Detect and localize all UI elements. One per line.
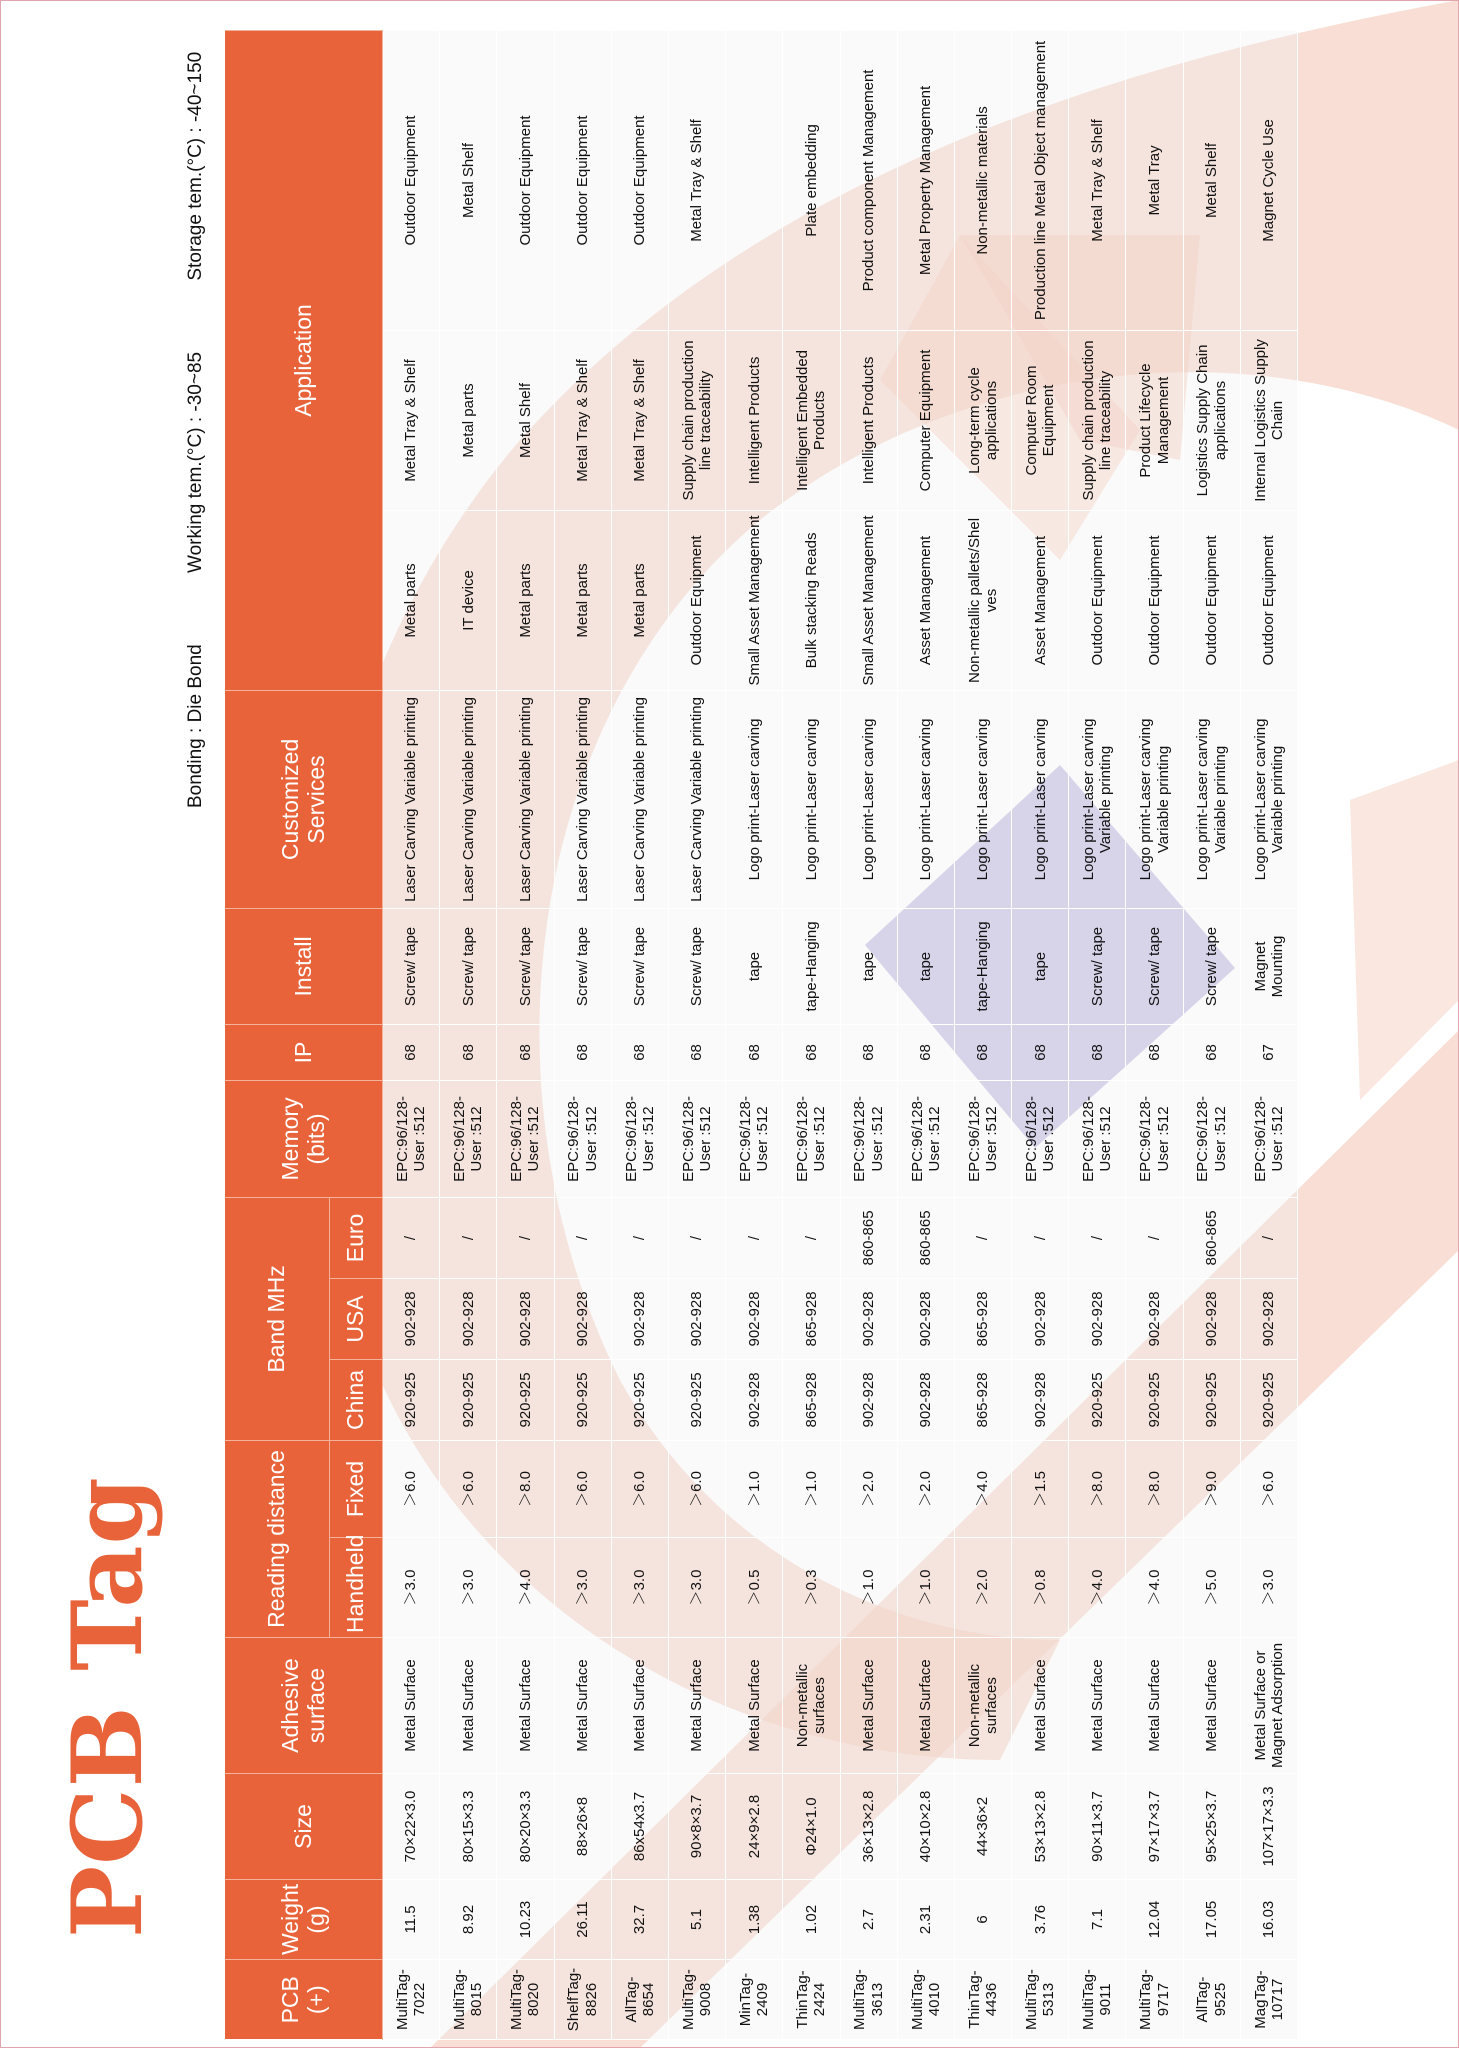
cell-ip: 68 — [497, 1024, 554, 1080]
cell-size: 53×13×2.8 — [1012, 1774, 1069, 1880]
cell-weight: 7.1 — [1069, 1880, 1126, 1960]
cell-handheld: ＞3.0 — [611, 1538, 668, 1638]
cell-memory: EPC:96/128-User :512 — [897, 1080, 954, 1197]
cell-usa: 902-928 — [1126, 1278, 1183, 1359]
cell-china: 902-928 — [726, 1359, 783, 1440]
cell-china: 902-928 — [840, 1359, 897, 1440]
cell-fixed: ＞8.0 — [1126, 1440, 1183, 1537]
cell-adhesive: Metal Surface or Magnet Adsorption — [1240, 1638, 1297, 1774]
cell-china: 902-928 — [897, 1359, 954, 1440]
cell-app3: Metal Tray & Shelf — [1069, 30, 1126, 330]
cell-memory: EPC:96/128-User :512 — [668, 1080, 725, 1197]
cell-handheld: ＞1.0 — [840, 1538, 897, 1638]
cell-install: Screw/ tape — [611, 908, 668, 1024]
cell-china: 920-925 — [497, 1359, 554, 1440]
cell-customized: Laser Carving Variable printing — [554, 690, 611, 908]
cell-app1: Asset Management — [897, 510, 954, 690]
cell-fixed: ＞9.0 — [1183, 1440, 1240, 1537]
table-row — [440, 30, 497, 2039]
cell-app2: Computer Equipment — [897, 330, 954, 510]
cell-ip: 68 — [1012, 1024, 1069, 1080]
cell-adhesive: Metal Surface — [440, 1638, 497, 1774]
header-china: China — [330, 1359, 383, 1440]
cell-memory: EPC:96/128-User :512 — [840, 1080, 897, 1197]
cell-app1: Outdoor Equipment — [1240, 510, 1297, 690]
cell-euro: / — [954, 1197, 1011, 1278]
cell-memory: EPC:96/128-User :512 — [1240, 1080, 1297, 1197]
cell-app1: Asset Management — [1012, 510, 1069, 690]
table-row — [611, 30, 668, 2039]
cell-app1: Metal parts — [554, 510, 611, 690]
cell-usa: 902-928 — [1069, 1278, 1126, 1359]
cell-app1: IT device — [440, 510, 497, 690]
cell-pcb: MinTag-2409 — [726, 1960, 783, 2040]
cell-weight: 32.7 — [611, 1880, 668, 1960]
cell-pcb: MultiTag-4010 — [897, 1960, 954, 2040]
header-handheld: Handheld — [330, 1538, 383, 1638]
cell-adhesive: Metal Surface — [668, 1638, 725, 1774]
cell-memory: EPC:96/128-User :512 — [497, 1080, 554, 1197]
cell-weight: 3.76 — [1012, 1880, 1069, 1960]
cell-euro: / — [783, 1197, 840, 1278]
cell-memory: EPC:96/128-User :512 — [554, 1080, 611, 1197]
cell-handheld: ＞3.0 — [440, 1538, 497, 1638]
cell-euro: / — [611, 1197, 668, 1278]
cell-app3: Outdoor Equipment — [611, 30, 668, 330]
cell-fixed: ＞6.0 — [440, 1440, 497, 1537]
cell-app2: Computer Room Equipment — [1012, 330, 1069, 510]
cell-china: 865-928 — [954, 1359, 1011, 1440]
cell-app3: Metal Tray & Shelf — [668, 30, 725, 330]
cell-fixed: ＞1.0 — [726, 1440, 783, 1537]
cell-weight: 2.31 — [897, 1880, 954, 1960]
cell-weight: 26.11 — [554, 1880, 611, 1960]
cell-app2: Metal parts — [440, 330, 497, 510]
cell-handheld: ＞4.0 — [1126, 1538, 1183, 1638]
cell-customized: Logo print-Laser carving Variable printing — [1069, 690, 1126, 908]
cell-usa: 902-928 — [1012, 1278, 1069, 1359]
cell-customized: Logo print-Laser carving — [1012, 690, 1069, 908]
cell-install: Screw/ tape — [1183, 908, 1240, 1024]
cell-app1: Outdoor Equipment — [1069, 510, 1126, 690]
cell-handheld: ＞3.0 — [1240, 1538, 1297, 1638]
cell-ip: 68 — [611, 1024, 668, 1080]
cell-weight: 12.04 — [1126, 1880, 1183, 1960]
cell-size: 80×20×3.3 — [497, 1774, 554, 1880]
cell-usa: 902-928 — [897, 1278, 954, 1359]
cell-china: 920-925 — [554, 1359, 611, 1440]
header-usa: USA — [330, 1278, 383, 1359]
cell-handheld: ＞5.0 — [1183, 1538, 1240, 1638]
table-row — [1069, 30, 1126, 2039]
cell-fixed: ＞2.0 — [840, 1440, 897, 1537]
cell-handheld: ＞4.0 — [497, 1538, 554, 1638]
cell-fixed: ＞2.0 — [897, 1440, 954, 1537]
cell-app2: Long-term cycle applications — [954, 330, 1011, 510]
cell-pcb: ThinTag-2424 — [783, 1960, 840, 2040]
cell-euro: / — [1012, 1197, 1069, 1278]
cell-weight: 2.7 — [840, 1880, 897, 1960]
cell-weight: 17.05 — [1183, 1880, 1240, 1960]
cell-customized: Logo print-Laser carving — [726, 690, 783, 908]
table-row — [383, 30, 440, 2039]
cell-app1: Non-metallic pallets/Shel ves — [954, 510, 1011, 690]
cell-ip: 68 — [1183, 1024, 1240, 1080]
cell-ip: 68 — [383, 1024, 440, 1080]
cell-install: Screw/ tape — [440, 908, 497, 1024]
cell-app2: Metal Tray & Shelf — [611, 330, 668, 510]
cell-app3: Outdoor Equipment — [554, 30, 611, 330]
cell-usa: 902-928 — [840, 1278, 897, 1359]
cell-euro: / — [668, 1197, 725, 1278]
cell-install: Screw/ tape — [1069, 908, 1126, 1024]
cell-fixed: ＞1.5 — [1012, 1440, 1069, 1537]
cell-app3: Magnet Cycle Use — [1240, 30, 1297, 330]
cell-adhesive: Metal Surface — [497, 1638, 554, 1774]
cell-size: 36×13×2.8 — [840, 1774, 897, 1880]
cell-china: 920-925 — [1183, 1359, 1240, 1440]
cell-ip: 68 — [954, 1024, 1011, 1080]
cell-usa: 902-928 — [726, 1278, 783, 1359]
header-pcb: PCB (+) — [225, 1960, 383, 2040]
cell-app1: Bulk stacking Reads — [783, 510, 840, 690]
cell-weight: 16.03 — [1240, 1880, 1297, 1960]
cell-usa: 902-928 — [554, 1278, 611, 1359]
cell-ip: 68 — [1126, 1024, 1183, 1080]
cell-weight: 5.1 — [668, 1880, 725, 1960]
cell-adhesive: Non-metallic surfaces — [783, 1638, 840, 1774]
cell-app1: Outdoor Equipment — [1126, 510, 1183, 690]
cell-china: 920-925 — [668, 1359, 725, 1440]
cell-weight: 1.38 — [726, 1880, 783, 1960]
cell-app1: Small Asset Management — [840, 510, 897, 690]
table-row — [1183, 30, 1240, 2039]
cell-customized: Logo print-Laser carving — [897, 690, 954, 908]
cell-china: 920-925 — [1240, 1359, 1297, 1440]
cell-fixed: ＞6.0 — [383, 1440, 440, 1537]
cell-adhesive: Metal Surface — [554, 1638, 611, 1774]
cell-usa: 902-928 — [440, 1278, 497, 1359]
cell-size: Φ24×1.0 — [783, 1774, 840, 1880]
cell-app2: Product Lifecycle Management — [1126, 330, 1183, 510]
header-size: Size — [225, 1774, 383, 1880]
header-memory: Memory (bits) — [225, 1080, 383, 1197]
header-weight: Weight (g) — [225, 1880, 383, 1960]
cell-app3: Plate embedding — [783, 30, 840, 330]
cell-customized: Laser Carving Variable printing — [611, 690, 668, 908]
cell-china: 920-925 — [1069, 1359, 1126, 1440]
table-row — [668, 30, 725, 2039]
cell-china: 920-925 — [611, 1359, 668, 1440]
cell-euro: / — [497, 1197, 554, 1278]
table-row — [954, 30, 1011, 2039]
cell-pcb: MultiTag-9717 — [1126, 1960, 1183, 2040]
cell-size: 90×11×3.7 — [1069, 1774, 1126, 1880]
header-euro: Euro — [330, 1197, 383, 1278]
cell-app1: Metal parts — [383, 510, 440, 690]
cell-fixed: ＞6.0 — [668, 1440, 725, 1537]
cell-install: Screw/ tape — [1126, 908, 1183, 1024]
cell-app3: Outdoor Equipment — [497, 30, 554, 330]
cell-adhesive: Metal Surface — [383, 1638, 440, 1774]
cell-euro: / — [554, 1197, 611, 1278]
spec-line — [185, 0, 207, 808]
header-customized-services: Customized Services — [225, 690, 383, 908]
cell-customized: Laser Carving Variable printing — [383, 690, 440, 908]
cell-pcb: MultiTag-9008 — [668, 1960, 725, 2040]
cell-install: Screw/ tape — [497, 908, 554, 1024]
bonding-spec: Bonding : Die Bond — [185, 644, 206, 808]
header-adhesive-surface: Adhesive surface — [225, 1638, 383, 1774]
cell-adhesive: Metal Surface — [1126, 1638, 1183, 1774]
cell-ip: 68 — [726, 1024, 783, 1080]
pcb-tag-table — [225, 30, 1298, 2040]
cell-install: tape — [897, 908, 954, 1024]
cell-memory: EPC:96/128-User :512 — [611, 1080, 668, 1197]
cell-euro: / — [1126, 1197, 1183, 1278]
cell-app2: Intelligent Products — [726, 330, 783, 510]
cell-china: 865-928 — [783, 1359, 840, 1440]
cell-ip: 68 — [897, 1024, 954, 1080]
cell-pcb: MagTag-10717 — [1240, 1960, 1297, 2040]
cell-euro: / — [1069, 1197, 1126, 1278]
storage-temp-spec: Storage tem.(°C) : -40~150 — [185, 51, 206, 281]
cell-install: tape — [726, 908, 783, 1024]
cell-app2: Metal Shelf — [497, 330, 554, 510]
cell-china: 920-925 — [383, 1359, 440, 1440]
cell-install: Screw/ tape — [668, 908, 725, 1024]
table-row — [840, 30, 897, 2039]
cell-handheld: ＞1.0 — [897, 1538, 954, 1638]
cell-fixed: ＞6.0 — [1240, 1440, 1297, 1537]
cell-install: tape-Hanging — [783, 908, 840, 1024]
cell-usa: 902-928 — [497, 1278, 554, 1359]
cell-handheld: ＞4.0 — [1069, 1538, 1126, 1638]
table-row — [897, 30, 954, 2039]
cell-china: 920-925 — [440, 1359, 497, 1440]
table-row — [554, 30, 611, 2039]
cell-adhesive: Metal Surface — [611, 1638, 668, 1774]
cell-euro: / — [726, 1197, 783, 1278]
cell-fixed: ＞4.0 — [954, 1440, 1011, 1537]
cell-app2: Supply chain production line traceability — [668, 330, 725, 510]
header-install: Install — [225, 908, 383, 1024]
cell-customized: Laser Carving Variable printing — [497, 690, 554, 908]
cell-usa: 902-928 — [383, 1278, 440, 1359]
cell-usa: 902-928 — [668, 1278, 725, 1359]
cell-size: 80×15×3.3 — [440, 1774, 497, 1880]
cell-app1: Metal parts — [611, 510, 668, 690]
cell-app2: Internal Logistics Supply Chain — [1240, 330, 1297, 510]
cell-weight: 1.02 — [783, 1880, 840, 1960]
cell-app3: Product component Management — [840, 30, 897, 330]
cell-weight: 10.23 — [497, 1880, 554, 1960]
cell-ip: 68 — [783, 1024, 840, 1080]
cell-size: 86x54x3.7 — [611, 1774, 668, 1880]
cell-adhesive: Metal Surface — [840, 1638, 897, 1774]
cell-memory: EPC:96/128-User :512 — [1126, 1080, 1183, 1197]
cell-install: Magnet Mounting — [1240, 908, 1297, 1024]
cell-usa: 902-928 — [1183, 1278, 1240, 1359]
cell-adhesive: Metal Surface — [1183, 1638, 1240, 1774]
cell-handheld: ＞3.0 — [668, 1538, 725, 1638]
cell-euro: / — [383, 1197, 440, 1278]
header-ip: IP — [225, 1024, 383, 1080]
cell-pcb: MultiTag-8015 — [440, 1960, 497, 2040]
cell-size: 90×8×3.7 — [668, 1774, 725, 1880]
cell-fixed: ＞8.0 — [1069, 1440, 1126, 1537]
cell-install: tape-Hanging — [954, 908, 1011, 1024]
cell-memory: EPC:96/128-User :512 — [440, 1080, 497, 1197]
cell-pcb: MultiTag-3613 — [840, 1960, 897, 2040]
header-reading-distance: Reading distance — [225, 1440, 330, 1637]
cell-fixed: ＞1.0 — [783, 1440, 840, 1537]
cell-handheld: ＞0.3 — [783, 1538, 840, 1638]
cell-app3: Non-metallic materials — [954, 30, 1011, 330]
cell-ip: 68 — [1069, 1024, 1126, 1080]
tag-rows — [383, 30, 1298, 2039]
cell-size: 44×36×2 — [954, 1774, 1011, 1880]
cell-pcb: MultiTag-8020 — [497, 1960, 554, 2040]
cell-usa: 865-928 — [954, 1278, 1011, 1359]
cell-size: 40×10×2.8 — [897, 1774, 954, 1880]
cell-handheld: ＞0.8 — [1012, 1538, 1069, 1638]
cell-customized: Logo print-Laser carving — [840, 690, 897, 908]
cell-handheld: ＞0.5 — [726, 1538, 783, 1638]
cell-euro: / — [1240, 1197, 1297, 1278]
cell-customized: Logo print-Laser carving Variable printing — [1240, 690, 1297, 908]
cell-pcb: ShelfTag-8826 — [554, 1960, 611, 2040]
working-temp-spec: Working tem.(°C) : -30~85 — [185, 351, 206, 573]
cell-fixed: ＞6.0 — [611, 1440, 668, 1537]
cell-app1: Small Asset Management — [726, 510, 783, 690]
table-row — [497, 30, 554, 2039]
cell-memory: EPC:96/128-User :512 — [1183, 1080, 1240, 1197]
cell-adhesive: Metal Surface — [1012, 1638, 1069, 1774]
cell-usa: 902-928 — [611, 1278, 668, 1359]
cell-app2: Metal Tray & Shelf — [383, 330, 440, 510]
header-row-main — [225, 30, 330, 2039]
cell-memory: EPC:96/128-User :512 — [1012, 1080, 1069, 1197]
cell-pcb: MultiTag-9011 — [1069, 1960, 1126, 2040]
cell-handheld: ＞2.0 — [954, 1538, 1011, 1638]
cell-china: 920-925 — [1126, 1359, 1183, 1440]
cell-weight: 8.92 — [440, 1880, 497, 1960]
cell-adhesive: Non-metallic surfaces — [954, 1638, 1011, 1774]
cell-customized: Logo print-Laser carving Variable printing — [1126, 690, 1183, 908]
cell-memory: EPC:96/128-User :512 — [783, 1080, 840, 1197]
cell-app2: Logistics Supply Chain applications — [1183, 330, 1240, 510]
cell-pcb: AllTag-9525 — [1183, 1960, 1240, 2040]
cell-app3: Production line Metal Object management — [1012, 30, 1069, 330]
cell-ip: 67 — [1240, 1024, 1297, 1080]
cell-app3: Metal Tray — [1126, 30, 1183, 330]
cell-customized: Logo print-Laser carving — [954, 690, 1011, 908]
page-title: PCB Tag — [51, 1476, 164, 1938]
cell-ip: 68 — [440, 1024, 497, 1080]
cell-install: tape — [840, 908, 897, 1024]
cell-pcb: AllTag-8654 — [611, 1960, 668, 2040]
cell-install: Screw/ tape — [383, 908, 440, 1024]
cell-memory: EPC:96/128-User :512 — [726, 1080, 783, 1197]
cell-app3: Metal Shelf — [1183, 30, 1240, 330]
cell-euro: 860-865 — [1183, 1197, 1240, 1278]
header-fixed: Fixed — [330, 1440, 383, 1537]
cell-size: 97×17×3.7 — [1126, 1774, 1183, 1880]
cell-app3: Metal Property Management — [897, 30, 954, 330]
cell-customized: Logo print-Laser carving Variable printing — [1183, 690, 1240, 908]
cell-adhesive: Metal Surface — [897, 1638, 954, 1774]
table-row — [1126, 30, 1183, 2039]
cell-size: 88×26×8 — [554, 1774, 611, 1880]
cell-euro: 860-865 — [840, 1197, 897, 1278]
cell-ip: 68 — [840, 1024, 897, 1080]
cell-ip: 68 — [554, 1024, 611, 1080]
cell-customized: Laser Carving Variable printing — [668, 690, 725, 908]
table-row — [783, 30, 840, 2039]
cell-adhesive: Metal Surface — [1069, 1638, 1126, 1774]
cell-size: 107×17×3.3 — [1240, 1774, 1297, 1880]
cell-handheld: ＞3.0 — [554, 1538, 611, 1638]
cell-install: Screw/ tape — [554, 908, 611, 1024]
cell-customized: Laser Carving Variable printing — [440, 690, 497, 908]
cell-pcb: MultiTag-5313 — [1012, 1960, 1069, 2040]
cell-ip: 68 — [668, 1024, 725, 1080]
cell-app2: Intelligent Products — [840, 330, 897, 510]
cell-size: 95×25×3.7 — [1183, 1774, 1240, 1880]
cell-app2: Supply chain production line traceability — [1069, 330, 1126, 510]
cell-fixed: ＞6.0 — [554, 1440, 611, 1537]
cell-app3: Outdoor Equipment — [383, 30, 440, 330]
cell-adhesive: Metal Surface — [726, 1638, 783, 1774]
cell-size: 24×9×2.8 — [726, 1774, 783, 1880]
table-row — [726, 30, 783, 2039]
cell-memory: EPC:96/128-User :512 — [383, 1080, 440, 1197]
cell-app3 — [726, 30, 783, 330]
cell-usa: 902-928 — [1240, 1278, 1297, 1359]
table-row — [1240, 30, 1297, 2039]
cell-memory: EPC:96/128-User :512 — [1069, 1080, 1126, 1197]
cell-app2: Intelligent Embedded Products — [783, 330, 840, 510]
table-row — [1012, 30, 1069, 2039]
cell-customized: Logo print-Laser carving — [783, 690, 840, 908]
cell-app3: Metal Shelf — [440, 30, 497, 330]
cell-china: 902-928 — [1012, 1359, 1069, 1440]
cell-install: tape — [1012, 908, 1069, 1024]
cell-handheld: ＞3.0 — [383, 1538, 440, 1638]
header-band-mhz: Band MHz — [225, 1197, 330, 1440]
cell-app1: Outdoor Equipment — [1183, 510, 1240, 690]
cell-app1: Metal parts — [497, 510, 554, 690]
cell-fixed: ＞8.0 — [497, 1440, 554, 1537]
cell-memory: EPC:96/128-User :512 — [954, 1080, 1011, 1197]
cell-weight: 6 — [954, 1880, 1011, 1960]
cell-weight: 11.5 — [383, 1880, 440, 1960]
cell-euro: / — [440, 1197, 497, 1278]
cell-app1: Outdoor Equipment — [668, 510, 725, 690]
cell-usa: 865-928 — [783, 1278, 840, 1359]
cell-app2: Metal Tray & Shelf — [554, 330, 611, 510]
cell-pcb: ThinTag-4436 — [954, 1960, 1011, 2040]
cell-euro: 860-865 — [897, 1197, 954, 1278]
cell-pcb: MultiTag-7022 — [383, 1960, 440, 2040]
header-application: Application — [225, 30, 383, 690]
cell-size: 70×22×3.0 — [383, 1774, 440, 1880]
